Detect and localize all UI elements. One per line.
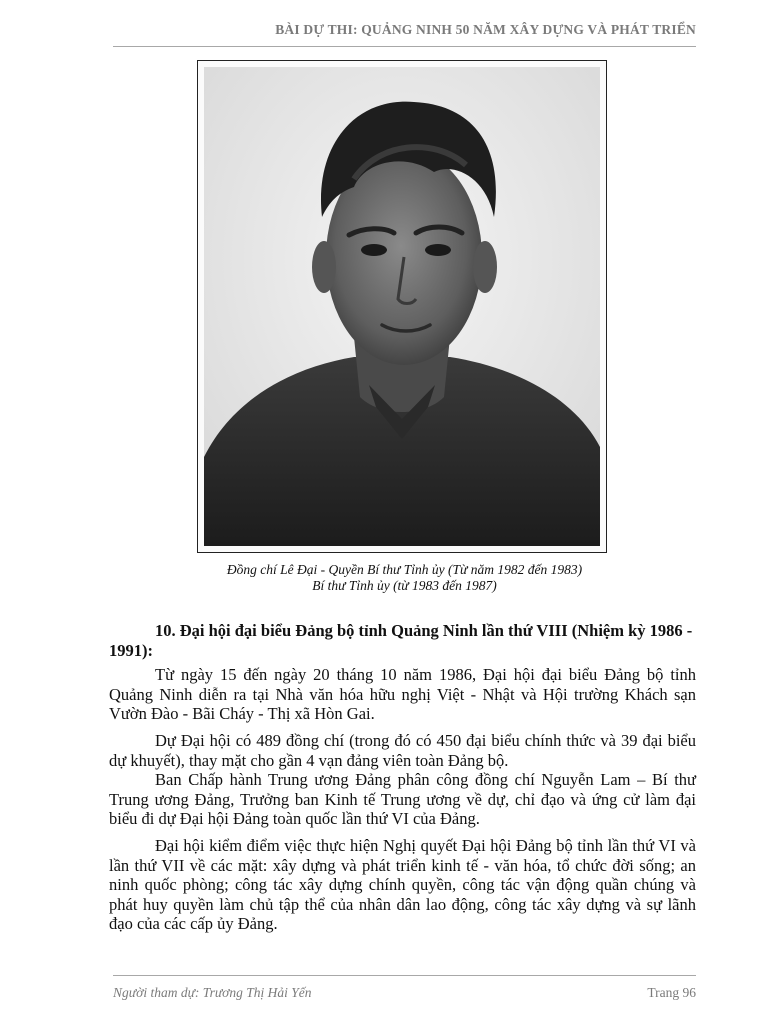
- article-body: [109, 621, 696, 941]
- header-divider: [113, 46, 696, 47]
- paragraph-4: Đại hội kiểm điểm việc thực hiện Nghị quyết Đại hội Đảng bộ tỉnh lần thứ VI và lần thứ VII về các mặt: xây dựng và phát triển kinh tế - văn hóa, tổ chức đời sống; an ninh quốc phòng; công tác xây dựng chính quyền, công tác vận động quần chúng và phát huy quyền làm chủ tập thể của nhân dân lao động, công tác xây dựng và sự lãnh đạo của các cấp ủy Đảng.: [109, 835, 696, 934]
- section-heading: 10. Đại hội đại biểu Đảng bộ tỉnh Quảng Ninh lần thứ VIII (Nhiệm kỳ 1986 - 1991):: [109, 621, 693, 660]
- caption-line-1: Đồng chí Lê Đại - Quyền Bí thư Tỉnh ủy (Từ năm 1982 đến 1983): [226, 562, 583, 577]
- page-header-title: BÀI DỰ THI: QUẢNG NINH 50 NĂM XÂY DỰNG VÀ PHÁT TRIỂN: [275, 22, 696, 37]
- photo-caption: [113, 562, 696, 594]
- portrait-photo: [197, 60, 607, 553]
- footer-divider: [113, 975, 696, 976]
- footer-author: Người tham dự: Trương Thị Hải Yến: [113, 985, 312, 1000]
- caption-line-2: Bí thư Tỉnh ủy (từ 1983 đến 1987): [312, 578, 497, 593]
- paragraph-2: Dự Đại hội có 489 đồng chí (trong đó có 450 đại biểu chính thức và 39 đại biểu dự khuyết), thay mặt cho gần 4 vạn đảng viên toàn Đảng bộ.: [109, 730, 696, 770]
- portrait-photo-icon: [204, 67, 600, 546]
- paragraph-3: Ban Chấp hành Trung ương Đảng phân công đồng chí Nguyễn Lam – Bí thư Trung ương Đảng, Trưởng ban Kinh tế Trung ương về dự, chỉ đạo và ứng cử làm đại biểu đi dự Đại hội Đảng toàn quốc lần thứ VI của Đảng.: [109, 770, 696, 829]
- footer-page-number: Trang 96: [647, 985, 696, 1000]
- paragraph-1: Từ ngày 15 đến ngày 20 tháng 10 năm 1986, Đại hội đại biểu Đảng bộ tỉnh Quảng Ninh diễn ra tại Nhà văn hóa hữu nghị Việt - Nhật và Hội trường Khách sạn Vườn Đào - Bãi Cháy - Thị xã Hòn Gai.: [109, 665, 696, 724]
